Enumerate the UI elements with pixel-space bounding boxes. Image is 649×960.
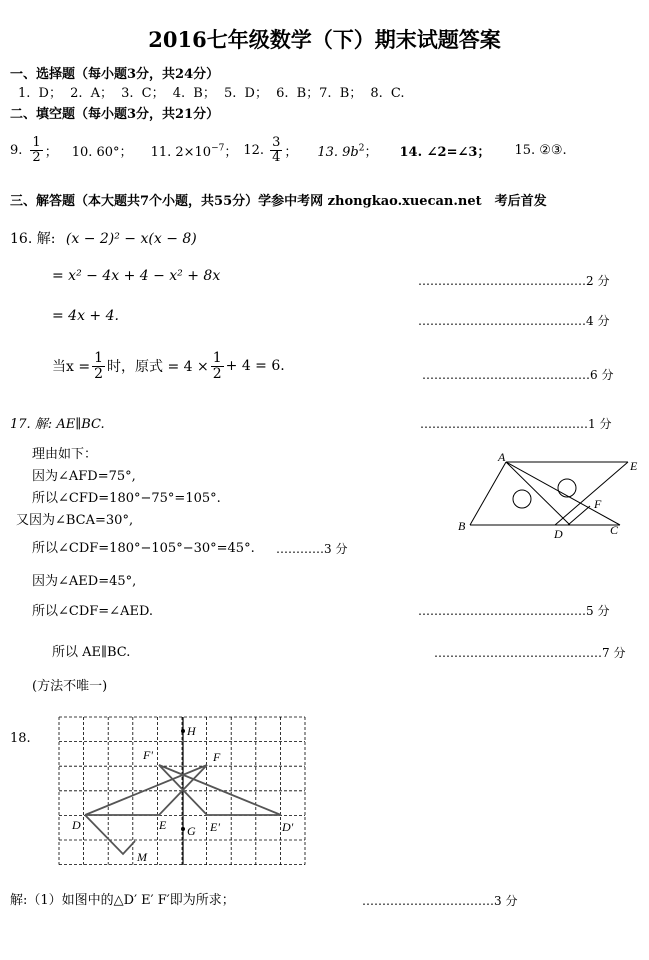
label-Dprime: D' <box>282 820 294 834</box>
q13-answer <box>317 141 377 160</box>
q16-frac2-den: 2 <box>212 365 222 382</box>
q17-label-score: ……………………………………1 分 <box>420 417 612 431</box>
q17-line8: 所以 AE∥BC. <box>52 645 131 660</box>
q17-line1: 理由如下： <box>32 447 98 462</box>
q17-line2: 因为∠AFD=75°, <box>32 469 136 484</box>
q11-answer <box>151 141 238 160</box>
q16-step3-mid: 时，原式 = 4 × <box>107 359 209 375</box>
q16-label <box>10 228 197 248</box>
q16-step1: = x² − 4x + 4 − x² + 8x <box>52 268 221 284</box>
section3-heading: 三、解答题（本大题共7个小题，共55分）学参中考网 zhongkao.xuecan.net 考后首发 <box>10 194 547 209</box>
label-D: D <box>554 527 563 541</box>
q16-step2: = 4x + 4. <box>52 308 119 324</box>
label-M: M <box>137 850 147 864</box>
q17-line8-score: ……………………………………7 分 <box>434 646 626 660</box>
q16-step1-score: ……………………………………2 分 <box>418 274 610 288</box>
label-Fprime: F' <box>143 748 153 762</box>
q15-answer: 15. ②③. <box>514 142 567 158</box>
q12-denominator: 4 <box>272 149 281 165</box>
q16-frac1-num: 1 <box>94 349 103 366</box>
circle-right <box>558 479 576 497</box>
q9-number: 9. <box>10 142 23 158</box>
label-Eprime: E' <box>210 820 220 834</box>
q17-triangle-figure <box>450 448 645 543</box>
page-title: 2016七年级数学（下）期末试题答案 <box>148 27 501 52</box>
q11-sep: ； <box>224 144 238 160</box>
q17-line4: 又因为∠BCA=30°, <box>16 513 134 528</box>
q16-step3-pre: 当x = <box>52 359 91 375</box>
q16-step3-frac2 <box>211 351 224 381</box>
label-F: F <box>213 750 221 764</box>
q17-line7: 所以∠CDF=∠AED. <box>32 604 154 619</box>
label-A: A <box>498 450 506 464</box>
q16-step2-score: ……………………………………4 分 <box>418 314 610 328</box>
line-AC <box>506 462 620 525</box>
q18-label: 18. <box>10 731 31 746</box>
q9-denominator: 2 <box>32 149 41 165</box>
q17-line5-score: …………3 分 <box>276 542 348 556</box>
q16-step3-frac1 <box>92 351 105 381</box>
point-G <box>181 827 185 831</box>
q10-answer: 10. 60°； <box>71 144 133 160</box>
line-FD <box>568 506 590 525</box>
line-ED <box>555 462 628 525</box>
line-AB <box>470 462 506 525</box>
q11-exponent: −7 <box>211 143 225 154</box>
q12-fraction <box>270 136 282 164</box>
q18-answer: 解:（1）如图中的△D′ E′ F′即为所求； <box>10 893 235 908</box>
label-E: E <box>159 818 167 832</box>
q17-line6: 因为∠AED=45°, <box>32 574 137 589</box>
q17-line5: 所以∠CDF=180°−105°−30°=45°. <box>32 541 255 556</box>
label-E: E <box>630 459 638 473</box>
q16-expression: (x − 2)² − x(x − 8) <box>65 231 197 247</box>
q12-number: 12. <box>243 142 265 158</box>
section1-heading: 一、选择题（每小题3分，共24分） <box>10 67 220 82</box>
label-F: F <box>594 497 602 511</box>
triangle-DpEpFp <box>159 765 281 815</box>
q17-label: 17. 解: AE∥BC. <box>10 417 105 432</box>
q12-numerator: 3 <box>272 134 281 150</box>
q12-separator: ； <box>284 144 298 160</box>
q16-step3-post: + 4 = 6. <box>225 358 285 374</box>
q16-frac1-den: 2 <box>94 365 103 382</box>
q18-grid-figure <box>55 713 311 869</box>
section1-answers: 1. D； 2. A； 3. C； 4. B； 5. D； 6. B；7. B； 8. C. <box>18 86 405 101</box>
point-H <box>181 729 185 733</box>
label-B: B <box>458 519 466 533</box>
q17-line7-score: ……………………………………5 分 <box>418 604 610 618</box>
q17-line3: 所以∠CFD=180°−75°=105°. <box>32 491 221 506</box>
q13-base: 13. 9b <box>317 144 359 160</box>
q13-sep: ； <box>364 144 378 160</box>
label-H: H <box>187 724 196 738</box>
q11-base: 11. 2×10 <box>150 144 212 160</box>
q16-frac2-num: 1 <box>212 349 222 366</box>
triangle-DEF <box>85 765 207 815</box>
path-DM <box>85 815 135 854</box>
q18-answer-score: ……………………………3 分 <box>362 894 518 908</box>
q9-separator: ； <box>44 144 58 160</box>
q17-note: (方法不唯一) <box>32 679 108 694</box>
q14-answer: 14. ∠2=∠3； <box>399 144 491 160</box>
q9-fraction <box>30 136 42 164</box>
q13-exponent: 2 <box>358 143 365 154</box>
label-C: C <box>610 523 619 537</box>
q9-numerator: 1 <box>32 134 41 150</box>
q16-step3-score: ……………………………………6 分 <box>422 368 614 382</box>
label-D: D <box>72 818 81 832</box>
q16-step3 <box>52 346 285 386</box>
section2-heading: 二、填空题（每小题3分，共21分） <box>10 107 220 122</box>
circle-left <box>513 490 531 508</box>
q16-prefix: 16. 解: <box>10 231 56 247</box>
label-G: G <box>187 824 196 838</box>
fill-answers-row <box>10 130 567 170</box>
